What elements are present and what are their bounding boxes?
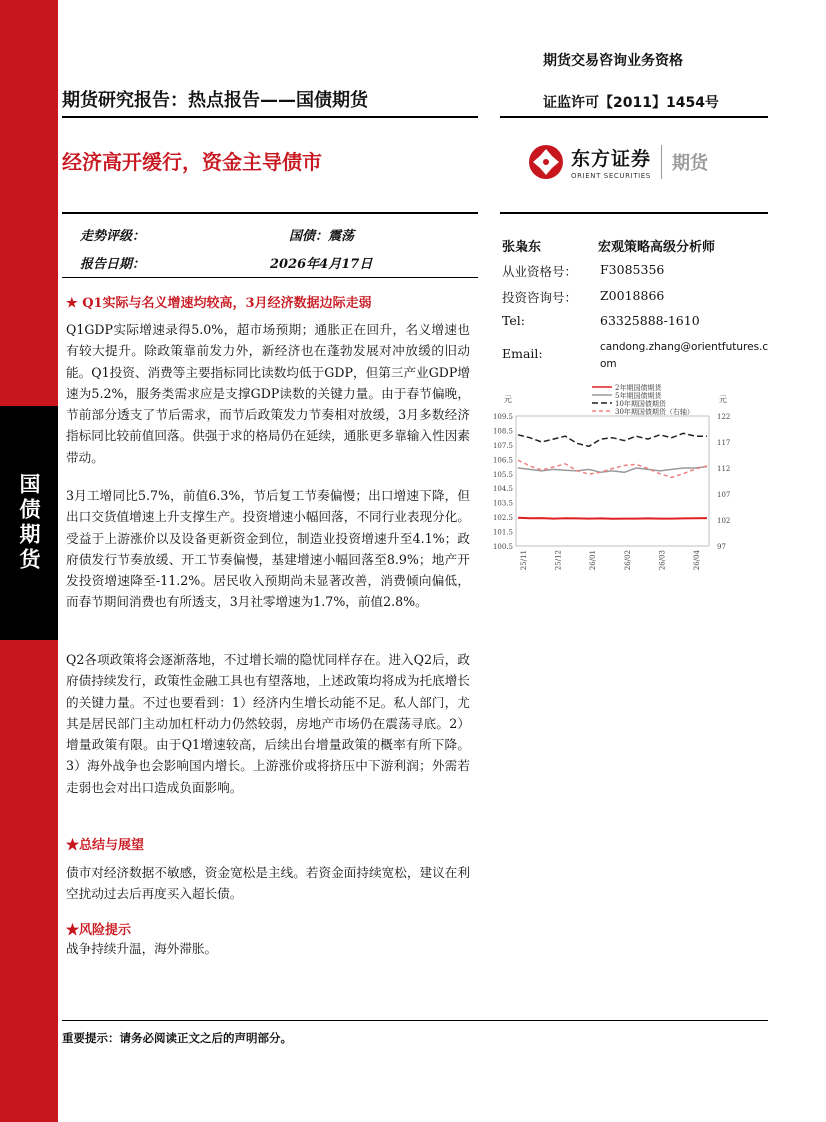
divider xyxy=(62,116,478,118)
rating-label: 走势评级： xyxy=(80,229,146,244)
y-tick-label-right: 112 xyxy=(717,465,731,473)
y-tick-label-left: 109.5 xyxy=(492,413,513,421)
email-link[interactable]: candong.zhang@orientfutures.com xyxy=(600,341,769,370)
info-value: F3085356 xyxy=(600,262,665,277)
date-value: 2026年4月17日 xyxy=(270,257,373,272)
info-label: Email: xyxy=(502,346,543,361)
legend-label: 10年期国债期货 xyxy=(615,400,666,408)
paragraph: 3月工增同比5.7%，前值6.3%，节后复工节奏偏慢；出口增速下降，但出口交货值增速上升支撑生产。投资增速小幅回落，不同行业表现分化。受益于上游涨价以及设备更新资金到位，制造业投资增速升至4.1%；政府债发行节奏放缓、开工节奏偏慢，基建增速小幅回落至8.9%；地产开发投资增速降至-11.2%。居民收入预期尚未显著改善，消费倾向偏低，而春节期间消费也有所透支，3月社零增速为1.7%，前值2.8%。 xyxy=(66,488,470,610)
info-value: Z0018866 xyxy=(600,288,665,303)
y-tick-label-right: 122 xyxy=(717,413,731,421)
divider xyxy=(62,277,478,278)
y-tick-label-left: 108.5 xyxy=(492,427,513,436)
y-tick-label-left: 104.5 xyxy=(492,485,513,494)
x-tick-label: 25/12 xyxy=(554,550,563,571)
company-logo xyxy=(528,140,738,184)
side-tab xyxy=(0,406,58,640)
qualification-text: 期货交易咨询业务资格 xyxy=(543,53,683,69)
y-tick-label-left: 101.5 xyxy=(492,528,513,537)
legend-label: 30年期国债期货（右轴） xyxy=(615,408,694,416)
report-type: 期货研究报告：热点报告——国债期货 xyxy=(62,90,368,111)
page-title: 经济高开缓行，资金主导债市 xyxy=(62,150,322,174)
legend-label: 2年期国债期货 xyxy=(615,384,662,392)
y-tick-label-left: 105.5 xyxy=(492,470,513,479)
paragraph: Q2各项政策将会逐渐落地，不过增长端的隐忧同样存在。进入Q2后，政府债持续发行，政策性金融工具也有望落地，上述政策均将成为托底增长的关键力量。不过也要看到：1）经济内生增长动能不足。私人部门，尤其是居民部门主动加杠杆动力仍然较弱，房地产市场仍在震荡寻底。2）增量政策有限。由于Q1增速较高，后续出台增量政策的概率有所下降。3）海外战争也会影响国内增长。上游涨价或将挤压中下游利润；外需若走弱也会对出口造成负面影响。 xyxy=(66,652,470,795)
divider xyxy=(62,212,478,214)
star-icon: ★ xyxy=(66,296,83,311)
x-tick-label: 26/03 xyxy=(658,550,667,571)
x-tick-label: 26/02 xyxy=(623,550,632,571)
divider xyxy=(500,116,768,118)
info-label: 投资咨询号： xyxy=(502,290,578,305)
logo-cn: 东方证券 xyxy=(571,148,652,170)
section-heading: ★ Q1实际与名义增速均较高，3月经济数据边际走弱 xyxy=(66,296,372,311)
paragraph: 战争持续升温，海外滞胀。 xyxy=(66,941,218,956)
orient-logo-icon xyxy=(528,144,564,180)
x-tick-label: 25/11 xyxy=(520,550,528,571)
x-tick-label: 26/04 xyxy=(693,550,701,571)
logo-en: ORIENT SECURITIES xyxy=(571,172,651,180)
analyst-name: 张枭东 xyxy=(502,240,542,255)
info-value: 63325888-1610 xyxy=(600,313,700,328)
y-axis-label-left: 元 xyxy=(504,395,512,404)
section-heading: ★风险提示 xyxy=(66,923,132,938)
y-axis-label-right: 元 xyxy=(719,395,727,404)
y-tick-label-right: 102 xyxy=(717,517,731,525)
side-tab-label: 国债期货 xyxy=(17,473,41,573)
y-tick-label-left: 100.5 xyxy=(492,543,513,551)
y-tick-label-left: 103.5 xyxy=(492,499,513,508)
paragraph: 债市对经济数据不敏感，资金宽松是主线。若资金面持续宽松，建议在利空扰动过去后再度买入超长债。 xyxy=(66,865,470,902)
divider xyxy=(500,212,768,214)
info-label: 从业资格号： xyxy=(502,264,578,279)
star-icon: ★ xyxy=(66,923,80,938)
bond-futures-chart xyxy=(484,380,769,580)
y-tick-label-right: 117 xyxy=(717,439,731,447)
chart-plot-area xyxy=(516,416,709,546)
y-tick-label-left: 106.5 xyxy=(492,456,513,465)
analyst-title: 宏观策略高级分析师 xyxy=(598,240,716,255)
legend-label: 5年期国债期货 xyxy=(615,392,662,400)
divider xyxy=(62,1020,768,1021)
logo-separator xyxy=(661,145,662,179)
section-heading: ★总结与展望 xyxy=(66,838,145,853)
rating-value: 国债：震荡 xyxy=(289,229,355,244)
footer-note: 重要提示：请务必阅读正文之后的声明部分。 xyxy=(62,1031,292,1045)
y-tick-label-right: 107 xyxy=(717,491,731,499)
paragraph: Q1GDP实际增速录得5.0%，超市场预期；通胀正在回升，名义增速也有较大提升。除政策靠前发力外，新经济也在蓬勃发展对冲放缓的旧动能。Q1投资、消费等主要指标同比读数均低于GDP，但第三产业GDP增速为5.2%，服务类需求应是支撑GDP读数的关键力量。由于春节偏晚，节前部分透支了节后需求，而节后政策发力节奏相对放缓，3月多数经济指标同比较前值回落。供强于求的格局仍在延续，通胀更多靠输入性因素带动。 xyxy=(66,322,470,465)
y-tick-label-right: 97 xyxy=(717,543,726,551)
x-tick-label: 26/01 xyxy=(589,550,598,571)
logo-futures: 期货 xyxy=(672,153,709,174)
date-label: 报告日期： xyxy=(80,257,146,272)
license-text: 证监许可【2011】1454号 xyxy=(543,95,719,111)
series-line-1 xyxy=(518,518,707,519)
y-tick-label-left: 107.5 xyxy=(492,441,513,450)
info-label: Tel: xyxy=(502,313,525,328)
star-icon: ★ xyxy=(66,838,80,853)
y-tick-label-left: 102.5 xyxy=(492,514,513,523)
